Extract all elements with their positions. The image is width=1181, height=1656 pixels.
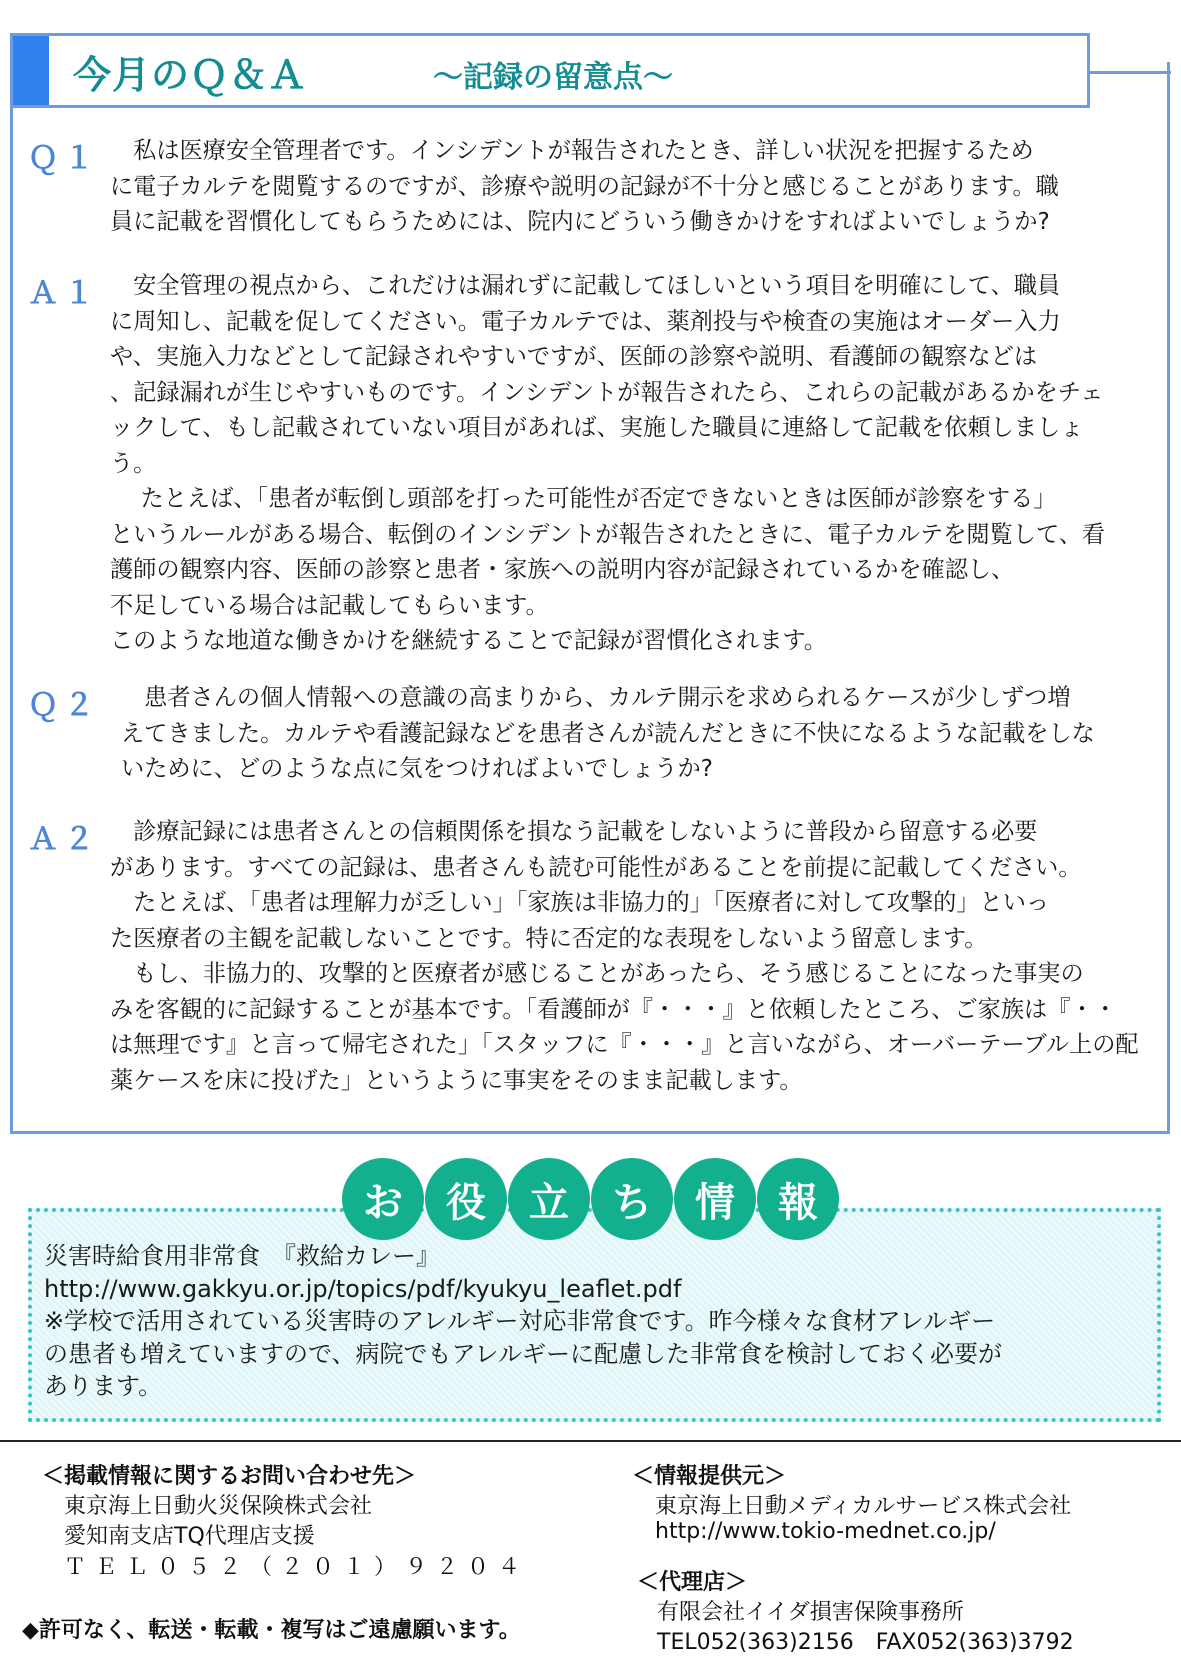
qa-label: Ａ１ <box>28 276 100 311</box>
provider-line: 東京海上日動メディカルサービス株式会社 <box>655 1494 1072 1519</box>
qa-text: 診療記録には患者さんとの信頼関係を損なう記載をしないように普段から留意する必要 があります。すべての記録は、患者さんも読む可能性があることを前提に記載してください。 たとえば、「患者は理解力が乏しい」「家族は非協力的」「医療者に対して攻撃的」といっ た医療者の主観を記載しないことです。特に否定的な表現をしないよう留意します。 もし、非協力的、攻撃的と医療者が感じることがあったら、そう感じることになった事実の みを客観的に記録することが基本です。「看護師が『・・・』と依頼したところ、ご家族は『・・ は無理です』と言って帰宅された」「スタッフに『・・・』と言いながら、オーバーテーブル上の配 薬ケースを床に投げた」というように事実をそのまま記載します。 <box>110 818 1139 1094</box>
copy-notice: ◆許可なく、転送・転載・複写はご遠慮願います。 <box>22 1618 521 1643</box>
agent-heading: ＜代理店＞ <box>637 1570 748 1595</box>
info-heading-char: 情 <box>674 1158 756 1240</box>
provider-heading: ＜情報提供元＞ <box>632 1464 787 1489</box>
agent-phone: TEL052(363)2156 FAX052(363)3792 <box>657 1630 1074 1655</box>
qa-label: Ｑ２ <box>28 688 100 723</box>
title-accent-bar <box>13 36 49 105</box>
agent-line: 有限会社イイダ損害保険事務所 <box>657 1600 964 1625</box>
qa-frame-connector <box>1086 71 1171 74</box>
page-title: 今月のＱ＆Ａ <box>73 53 308 97</box>
contact-line: 東京海上日動火災保険株式会社 <box>64 1494 373 1519</box>
useful-info-text: 災害時給食用非常食 『救給カレー』 http://www.gakkyu.or.jp/topics/pdf/kyukyu_leaflet.pdf ※学校で活用されている災害時のアレルギー対応非常食です。昨今様々な食材アレルギー の患者も増えていますので、病院でもアレルギーに配慮した非常食を検討しておく必要が あります。 <box>44 1242 1002 1400</box>
qa-text: 安全管理の視点から、これだけは漏れずに記載してほしいという項目を明確にして、職員 に周知し、記載を促してください。電子カルテでは、薬剤投与や検査の実施はオーダー入力 や、実施入力などとして記録されやすいですが、医師の診察や説明、看護師の観察などは 、記録漏れが生じやすいものです。インシデントが報告されたら、これらの記載があるかをチェ ックして、もし記載されていない項目があれば、実施した職員に連絡して記載を依頼しましょ う。 たとえば、「患者が転倒し頭部を打った可能性が否定できないときは医師が診察をする」 というルールがある場合、転倒のインシデントが報告されたときに、電子カルテを閲覧して、看 護師の観察内容、医師の診察と患者・家族への説明内容が記録されているかを確認し、 不足している場合は記載してもらいます。 このような地道な働きかけを継続することで記録が習慣化されます。 <box>110 272 1106 654</box>
info-heading-char: ち <box>591 1158 673 1240</box>
info-heading-char: 役 <box>425 1158 507 1240</box>
info-heading-char: お <box>342 1158 424 1240</box>
contact-heading: ＜掲載情報に関するお問い合わせ先＞ <box>42 1464 417 1489</box>
contact-phone: ＴＥＬ０５２（２０１）９２０４ <box>64 1555 530 1580</box>
qa-text: 私は医療安全管理者です。インシデントが報告されたとき、詳しい状況を把握するため に電子カルテを閲覧するのですが、診療や説明の記録が不十分と感じることがあります。職 員に記載を習慣化してもらうためには、院内にどういう働きかけをすればよいでしょうか? <box>110 137 1059 235</box>
qa-label: Ｑ１ <box>28 141 100 176</box>
qa-text: 患者さんの個人情報への意識の高まりから、カルテ開示を求められるケースが少しずつ増 えてきました。カルテや看護記録などを患者さんが読んだときに不快になるような記載をしな いために、どのような点に気をつければよいでしょうか? <box>121 684 1095 782</box>
qa-title-box <box>10 33 1090 108</box>
contact-line: 愛知南支店TQ代理店支援 <box>64 1524 315 1549</box>
info-heading-char: 立 <box>508 1158 590 1240</box>
provider-url: http://www.tokio-mednet.co.jp/ <box>655 1519 996 1544</box>
info-heading-char: 報 <box>757 1158 839 1240</box>
qa-label: Ａ２ <box>28 822 100 857</box>
footer-divider <box>0 1440 1181 1442</box>
page-subtitle: ～記録の留意点～ <box>433 60 673 95</box>
